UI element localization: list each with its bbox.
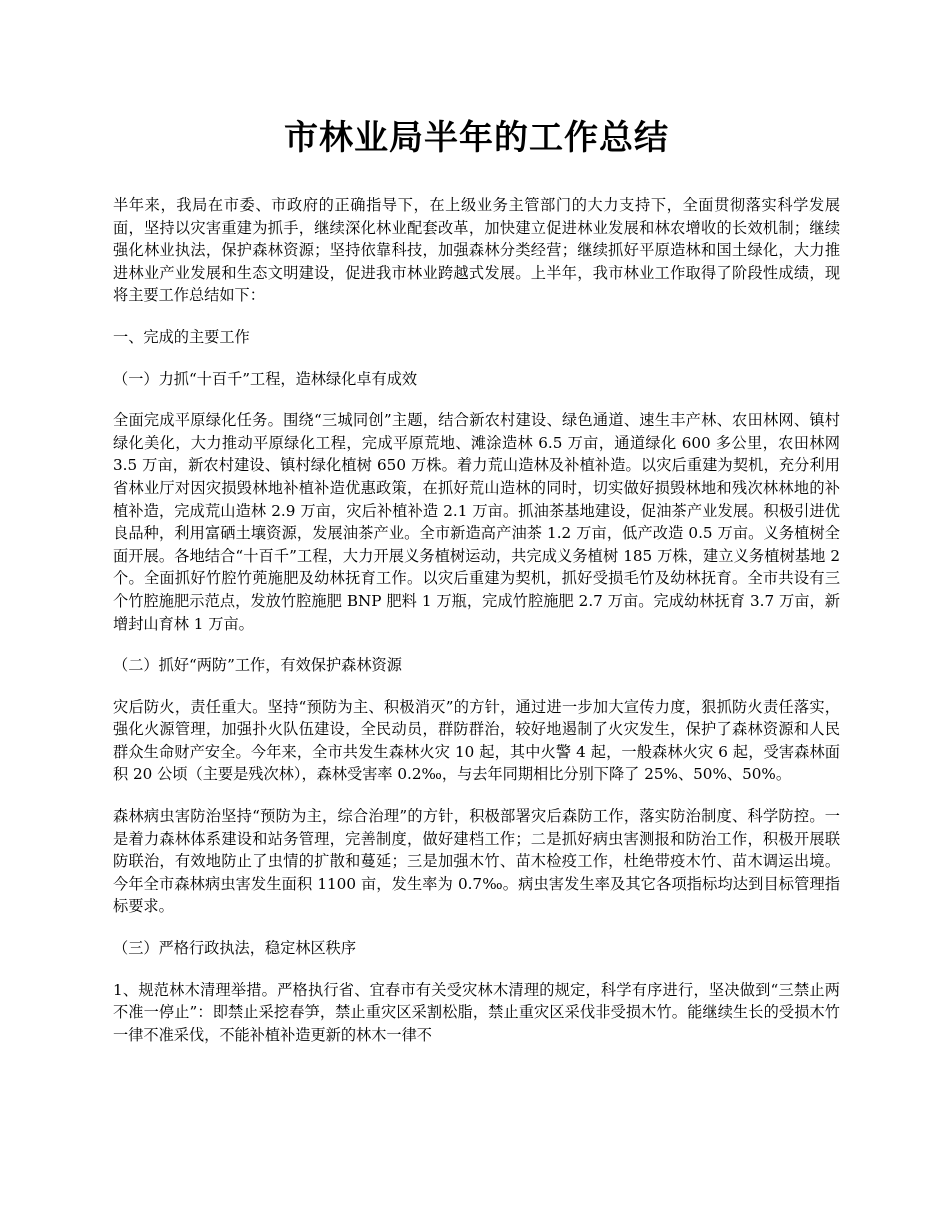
subsection-heading-law-enforcement: （三）严格行政执法，稳定林区秩序 (113, 939, 356, 958)
subsection-heading-forest-protection: （二）抓好“两防”工作，有效保护森林资源 (113, 656, 402, 675)
subsection-heading-afforestation: （一）力抓“十百千”工程，造林绿化卓有成效 (113, 369, 418, 388)
intro-paragraph: 半年来，我局在市委、市政府的正确指导下，在上级业务主管部门的大力支持下，全面贯彻落实科学发展面，坚持以灾害重建为抓手，继续深化林业配套改革，加快建立促进林业发展和林农增收的长效机制；继续强化林业执法，保护森林资源；坚持依靠科技，加强森林分类经营；继续抓好平原造林和国土绿化，大力推进林业产业发展和生态文明建设，促进我市林业跨越式发展。上半年，我市林业工作取得了阶段性成绩，现将主要工作总结如下： (113, 196, 840, 305)
section-heading-main-work: 一、完成的主要工作 (113, 327, 250, 346)
timber-clearance-paragraph: 1、规范林木清理举措。严格执行省、宜春市有关受灾林木清理的规定，科学有序进行，坚决做到“三禁止两不准一停止”：即禁止采挖春笋，禁止重灾区采割松脂，禁止重灾区采伐非受损木竹。能继续生长的受损木竹一律不准采伐，不能补植补造更新的林木一律不 (113, 980, 840, 1044)
pest-control-paragraph: 森林病虫害防治坚持“预防为主，综合治理”的方针，积极部署灾后森防工作，落实防治制度、科学防控。一是着力森林体系建设和站务管理，完善制度，做好建档工作；二是抓好病虫害测报和防治工作，积极开展联防联治，有效地防止了虫情的扩散和蔓延；三是加强木竹、苗木检疫工作，杜绝带疫木竹、苗木调运出境。今年全市森林病虫害发生面积 1100 亩，发生率为 0.7‰。病虫害发生率及其它各项指标均达到目标管理指标要求。 (113, 807, 840, 916)
document-body (113, 112, 840, 1065)
fire-prevention-paragraph: 灾后防火，责任重大。坚持“预防为主、积极消灭”的方针，通过进一步加大宣传力度，狠抓防火责任落实，强化火源管理，加强扑火队伍建设，全民动员，群防群治，较好地遏制了火灾发生，保护了森林资源和人民群众生命财产安全。今年来，全市共发生森林火灾 10 起，其中火警 4 起，一般森林火灾 6 起，受害森林面积 20 公顷（主要是残次林），森林受害率 0.2‰，与去年同期相比分别下降了 25%、50%、50%。 (113, 697, 840, 784)
afforestation-paragraph: 全面完成平原绿化任务。围绕“三城同创”主题，结合新农村建设、绿色通道、速生丰产林、农田林网、镇村绿化美化，大力推动平原绿化工程，完成平原荒地、滩涂造林 6.5 万亩，通道绿化 600 多公里，农田林网 3.5 万亩，新农村建设、镇村绿化植树 650 万株。着力荒山造林及补植补造。以灾后重建为契机，充分利用省林业厅对因灾损毁林地补植补造优惠政策，在抓好荒山造林的同时，切实做好损毁林地和残次林林地的补植补造，完成荒山造林 2.9 万亩，灾后补植补造 2.1 万亩。抓油茶基地建设，促油茶产业发展。积极引进优良品种，利用富硒土壤资源，发展油茶产业。全市新造高产油茶 1.2 万亩，低产改造 0.5 万亩。义务植树全面开展。各地结合“十百千”工程，大力开展义务植树运动，共完成义务植树 185 万株，建立义务植树基地 2 个。全面抓好竹腔竹蔸施肥及幼林抚育工作。以灾后重建为契机，抓好受损毛竹及幼林抚育。全市共设有三个竹腔施肥示范点，发放竹腔施肥 BNP 肥料 1 万瓶，完成竹腔施肥 2.7 万亩。完成幼林抚育 3.7 万亩，新增封山育林 1 万亩。 (113, 411, 840, 633)
document-title: 市林业局半年的工作总结 (284, 118, 669, 158)
